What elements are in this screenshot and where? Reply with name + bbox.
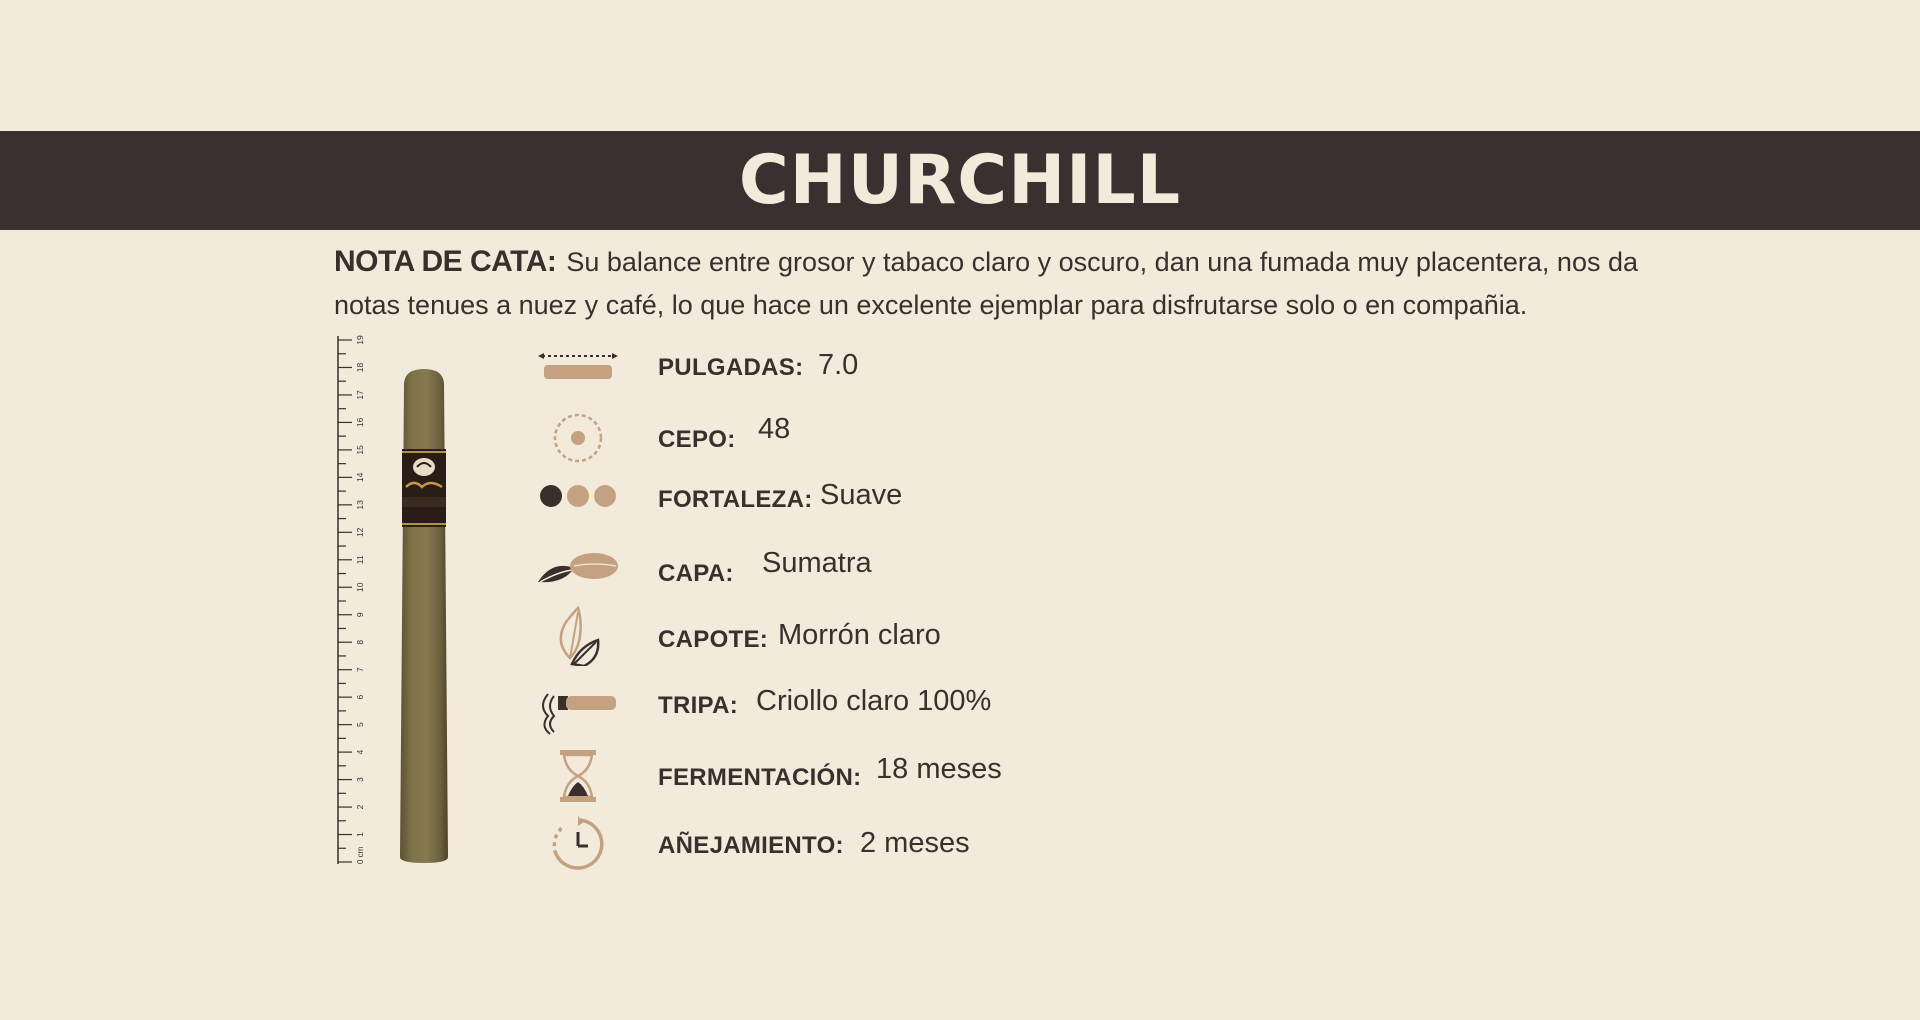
spec-value: Criollo claro 100% — [756, 685, 992, 717]
spec-row-fortaleza — [534, 474, 1134, 534]
tasting-note — [334, 240, 1664, 327]
spec-label: AÑEJAMIENTO: — [658, 832, 844, 859]
spec-row-capa — [534, 542, 1134, 602]
ruler-tick-label: 18 — [355, 362, 365, 373]
page-title: CHURCHILL — [738, 141, 1182, 220]
ruler-tick-label: 10 — [355, 582, 365, 592]
ruler-tick-label: 12 — [355, 527, 365, 538]
spec-label: TRIPA: — [658, 692, 739, 719]
clock-icon — [534, 814, 622, 874]
ruler-tick-label: 19 — [355, 335, 365, 345]
spec-row-cepo — [534, 408, 1134, 468]
ruler-tick-label: 8 — [355, 639, 365, 645]
spec-row-capote — [534, 606, 1134, 666]
tasting-note-text: Su balance entre grosor y tabaco claro y oscuro, dan una fumada muy placentera, nos da notas tenues a nuez y café, lo que hace un excelente ejemplar para disfrutarse solo o en compañia. — [334, 247, 1639, 320]
spec-value: Morrón claro — [778, 619, 941, 651]
spec-label: CAPA: — [658, 560, 734, 587]
spec-value: Suave — [820, 479, 903, 511]
ruler-tick-label: 3 — [355, 777, 365, 782]
cigar-image — [398, 367, 450, 864]
spec-row-anejamiento — [534, 814, 1134, 874]
spec-label: FORTALEZA: — [658, 486, 813, 513]
ruler-tick-label: 1 — [355, 832, 365, 837]
spec-row-pulgadas — [534, 336, 1134, 396]
ruler-tick-label: 4 — [355, 749, 365, 755]
ring-gauge-icon — [534, 408, 622, 468]
ruler — [336, 334, 370, 868]
spec-value: Sumatra — [762, 547, 872, 579]
filler-icon — [534, 676, 622, 736]
spec-row-fermentacion — [534, 746, 1134, 806]
ruler-tick-label: 15 — [355, 445, 365, 455]
spec-value: 2 meses — [860, 827, 970, 859]
spec-label: PULGADAS: — [658, 354, 804, 381]
spec-row-tripa — [534, 676, 1134, 736]
ruler-tick-label: 11 — [355, 555, 365, 565]
tasting-note-label: NOTA DE CATA: — [334, 245, 557, 278]
ruler-tick-label: 17 — [355, 390, 365, 400]
binder-leaf-icon — [534, 606, 622, 666]
spec-label: FERMENTACIÓN: — [658, 764, 862, 791]
ruler-zero-label: 0 cm — [356, 846, 365, 864]
ruler-tick-label: 2 — [355, 804, 365, 810]
ruler-tick-label: 5 — [355, 722, 365, 727]
ruler-tick-label: 9 — [355, 612, 365, 618]
spec-value: 7.0 — [818, 349, 859, 381]
strength-icon — [534, 474, 622, 534]
ruler-tick-label: 7 — [355, 667, 365, 673]
wrapper-leaf-icon — [534, 542, 622, 602]
spec-value: 48 — [758, 413, 791, 445]
ruler-tick-label: 6 — [355, 694, 365, 700]
spec-label: CEPO: — [658, 426, 736, 453]
ruler-tick-label: 13 — [355, 500, 365, 510]
hourglass-icon — [534, 746, 622, 806]
spec-value: 18 meses — [876, 753, 1002, 785]
ruler-tick-label: 14 — [355, 472, 365, 483]
spec-label: CAPOTE: — [658, 626, 769, 653]
ruler-tick-label: 16 — [355, 417, 365, 428]
length-icon — [534, 336, 622, 396]
